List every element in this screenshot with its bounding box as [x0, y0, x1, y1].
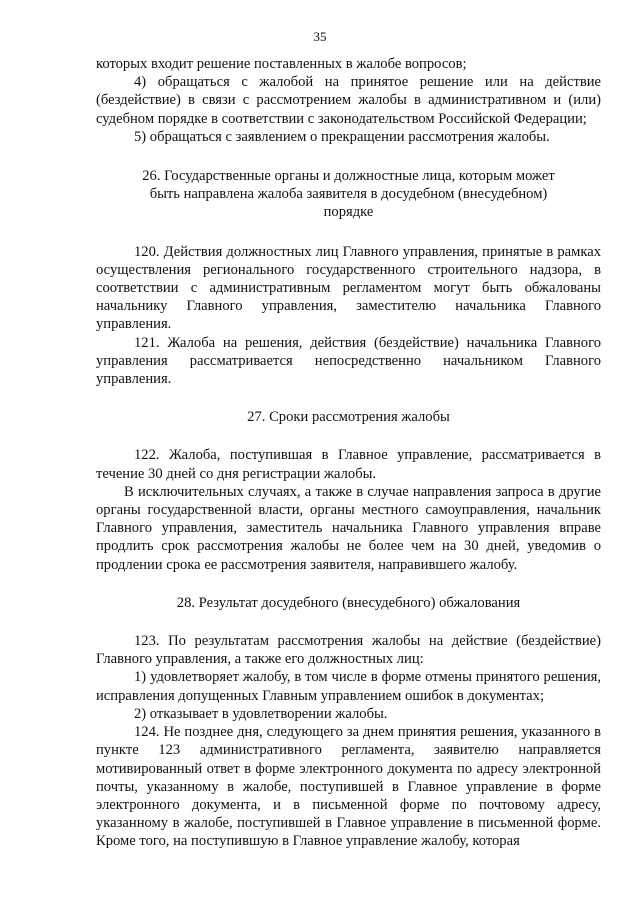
paragraph: 123. По результатам рассмотрения жалобы на действие (бездействие) Главного управления, а также его должностных лиц: — [96, 633, 601, 668]
paragraph: 2) отказывает в удовлетворении жалобы. — [134, 705, 388, 722]
paragraph: 124. Не позднее дня, следующего за днем принятия решения, указанного в пункте 123 административного регламента, заявителю направляется мотивированный ответ в форме электронного документа по адресу электронной почты, указанному в жалобе, поступившей в Главное управление в форме электронного документа, и в письменной форме по почтовому адресу, указанному в жалобе, поступившей в Главное управление в письменной форме. Кроме того, на поступившую в Главное управление жалобу, которая — [96, 724, 601, 850]
section-heading: 27. Сроки рассмотрения жалобы — [247, 409, 450, 426]
section-gap — [96, 146, 601, 167]
section-gap — [96, 574, 601, 594]
document-body — [96, 55, 601, 851]
page-number: 35 — [313, 29, 327, 44]
section-gap — [96, 222, 601, 243]
paragraph: 4) обращаться с жалобой на принятое решение или на действие (бездействие) в связи с рассмотрением жалобы в административном и (или) судебном порядке в соответствии с законодательством Российской Федерации; — [96, 74, 601, 127]
paragraph: 120. Действия должностных лиц Главного управления, принятые в рамках осуществления регионального государственного строительного надзора, в соответствии с административным регламентом могут быть обжалованы начальнику Главного управления, заместителю начальника Главного управления. — [96, 243, 601, 333]
section-heading: 28. Результат досудебного (внесудебного) обжалования — [176, 594, 521, 611]
paragraph: 121. Жалоба на решения, действия (бездействие) начальника Главного управления рассматривается непосредственно начальником Главного управления. — [96, 334, 601, 388]
paragraph: 122. Жалоба, поступившая в Главное управление, рассматривается в течение 30 дней со дня регистрации жалобы. — [96, 447, 601, 482]
paragraph: 5) обращаться с заявлением о прекращении рассмотрения жалобы. — [134, 128, 550, 145]
section-gap — [96, 426, 601, 446]
section-heading: 26. Государственные органы и должностные лица, которым может быть направлена жалоба заявителя в досудебном (внесудебном) порядке — [142, 168, 555, 221]
paragraph: В исключительных случаях, а также в случае направления запроса в другие органы государственной власти, органы местного самоуправления, начальник Главного управления, заместитель начальника Главного управления вправе продлить срок рассмотрения жалобы не более чем на 30 дней, уведомив о продлении срока ее рассмотрения заявителя, направившего жалобу. — [96, 483, 601, 573]
section-gap — [96, 612, 601, 632]
paragraph: 1) удовлетворяет жалобу, в том числе в форме отмены принятого решения, исправления допущенных Главным управлением ошибок в документах; — [96, 669, 601, 704]
section-gap — [96, 388, 601, 408]
paragraph: которых входит решение поставленных в жалобе вопросов; — [96, 56, 467, 72]
